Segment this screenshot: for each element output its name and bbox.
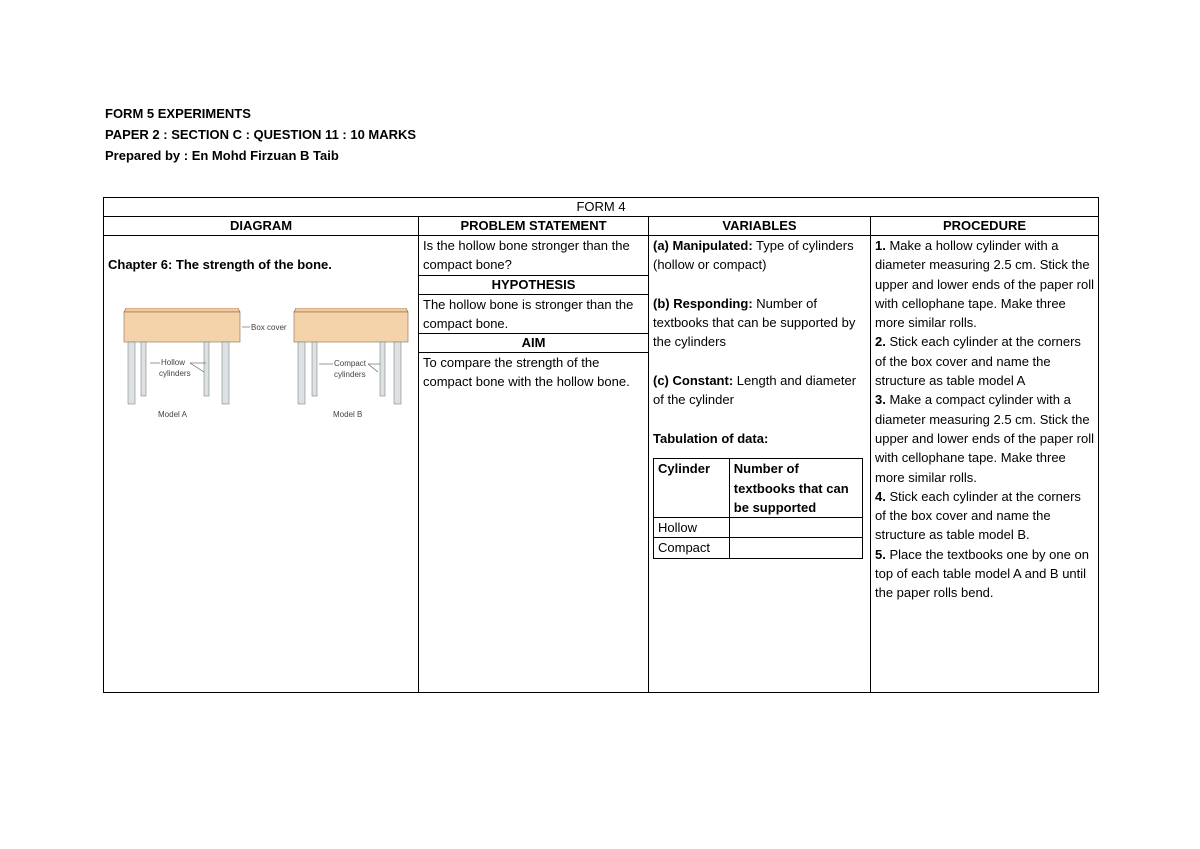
model-b-box-front <box>294 312 408 342</box>
procedure-step: 1. Make a hollow cylinder with a diameter measuring 2.5 cm. Stick the upper and lower ends of the paper roll with cellophane tape. Make three more similar rolls. <box>875 238 1094 331</box>
header-form-title: FORM 5 EXPERIMENTS <box>105 106 251 121</box>
model-b-cylinder <box>380 342 385 396</box>
model-a-cylinder <box>204 342 209 396</box>
model-a-cylinder <box>128 342 135 404</box>
procedure-step: 4. Stick each cylinder at the corners of the box cover and name the structure as table model B. <box>875 488 1081 543</box>
model-a-box-top <box>124 308 240 312</box>
header-prepared-by: Prepared by : En Mohd Firzuan B Taib <box>105 148 339 163</box>
column-header-diagram: DIAGRAM <box>104 217 419 236</box>
procedure-step: 3. Make a compact cylinder with a diameter measuring 2.5 cm. Stick the upper and lower ends of the paper roll with cellophane tape. Make three more similar rolls. <box>875 392 1094 485</box>
aim-heading: AIM <box>419 333 648 353</box>
column-header-problem: PROBLEM STATEMENT <box>419 217 649 236</box>
data-table-cell-cylinder: Compact <box>654 538 730 558</box>
aim-text: To compare the strength of the compact bone with the hollow bone. <box>423 355 630 390</box>
model-b-cylinder <box>312 342 317 396</box>
form-level-heading: FORM 4 <box>104 198 1099 217</box>
diagram-title: Chapter 6: The strength of the bone. <box>108 257 332 272</box>
model-a-label: Model A <box>158 410 187 420</box>
table-row <box>654 538 863 558</box>
data-table-header-cylinder: Cylinder <box>654 459 730 518</box>
column-header-procedure: PROCEDURE <box>871 217 1099 236</box>
diagram-cell <box>104 236 419 693</box>
header-paper-section: PAPER 2 : SECTION C : QUESTION 11 : 10 MARKS <box>105 127 417 142</box>
model-b-cylinder <box>394 342 401 404</box>
manipulated-variable: (a) Manipulated: Type of cylinders (hollow or compact) <box>653 238 854 273</box>
problem-cell <box>419 236 649 693</box>
model-a-box-front <box>124 312 240 342</box>
tabulation-heading: Tabulation of data: <box>653 430 769 446</box>
model-b-box-top <box>294 308 408 312</box>
constant-variable: (c) Constant: Length and diameter of the cylinder <box>653 373 857 408</box>
hypothesis-heading: HYPOTHESIS <box>419 275 648 295</box>
problem-statement-text: Is the hollow bone stronger than the compact bone? <box>423 238 630 273</box>
data-table <box>653 458 863 558</box>
procedure-step: 5. Place the textbooks one by one on top of each table model A and B until the paper rolls bend. <box>875 546 1089 601</box>
hollow-label-line2: cylinders <box>159 369 191 379</box>
column-header-variables: VARIABLES <box>649 217 871 236</box>
document-header <box>105 103 416 166</box>
model-b-figure <box>294 308 408 419</box>
hypothesis-text: The hollow bone is stronger than the compact bone. <box>423 296 634 331</box>
compact-label-line2: cylinders <box>334 370 366 380</box>
table-models-diagram <box>118 308 418 420</box>
variables-cell <box>649 236 871 693</box>
model-a-cylinder <box>141 342 146 396</box>
responding-variable: (b) Responding: Number of textbooks that can be supported by the cylinders <box>653 295 856 350</box>
data-table-cell-number <box>729 538 862 558</box>
model-a-cylinder <box>222 342 229 404</box>
model-b-label: Model B <box>333 410 363 420</box>
table-row <box>654 518 863 538</box>
procedure-cell <box>871 236 1099 693</box>
box-cover-label: Box cover <box>251 323 287 333</box>
hollow-label-line1: Hollow <box>161 358 186 368</box>
data-table-cell-cylinder: Hollow <box>654 518 730 538</box>
data-table-cell-number <box>729 518 862 538</box>
procedure-step: 2. Stick each cylinder at the corners of the box cover and name the structure as table model A <box>875 334 1081 389</box>
compact-label-line1: Compact <box>334 359 367 369</box>
model-a-figure <box>124 308 287 419</box>
data-table-header-number: Number of textbooks that can be supported <box>729 459 862 518</box>
model-b-cylinder <box>298 342 305 404</box>
experiment-table <box>103 197 1099 693</box>
